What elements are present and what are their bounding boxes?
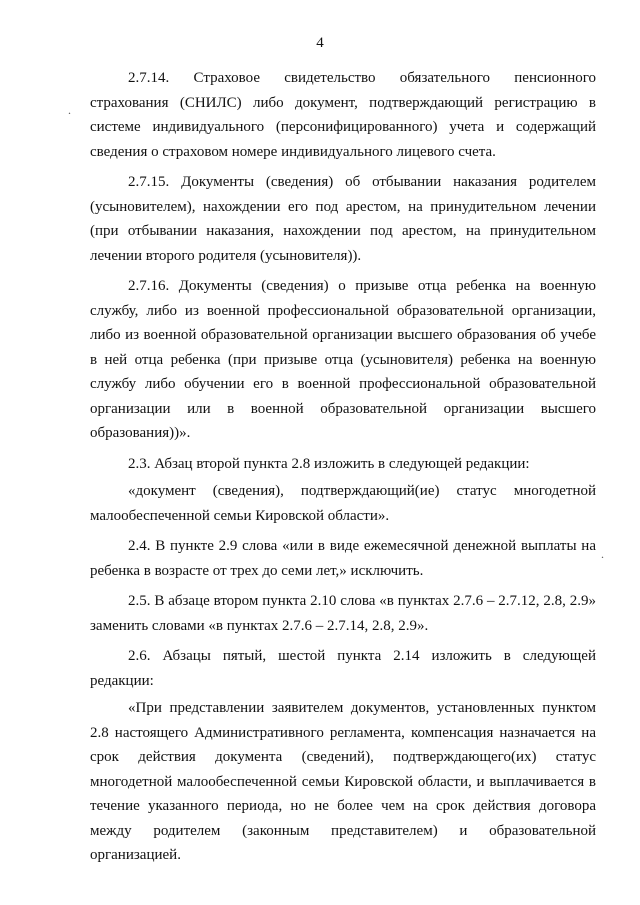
page-number: 4 — [316, 35, 324, 51]
paragraph-2-7-15: 2.7.15. Документы (сведения) об отбывании наказания родителем (усыновителем), нахождении его под арестом, на принудительном лечении (при отбывании наказания, нахождении под арестом, на принудительном лечении второго родителя (усыновителя)). — [90, 174, 596, 264]
scan-speck: . — [601, 547, 604, 561]
scan-speck: . — [68, 103, 71, 117]
paragraph-2-5: 2.5. В абзаце втором пункта 2.10 слова «в пунктах 2.7.6 – 2.7.12, 2.8, 2.9» заменить словами «в пунктах 2.7.6 – 2.7.14, 2.8, 2.9». — [90, 593, 596, 634]
document-body — [90, 66, 596, 874]
paragraph-2-7-16: 2.7.16. Документы (сведения) о призыве отца ребенка на военную службу, либо из военной профессиональной образовательной организации, либо из военной образовательной организации высшего образования об учебе в ней отца ребенка (при призыве отца (усыновителя) ребенка на военную службу либо обучении его в военной профессиональной образовательной организации или в военной образовательной организации высшего образования))». — [90, 278, 596, 441]
paragraph-2-7-14: 2.7.14. Страховое свидетельство обязательного пенсионного страхования (СНИЛС) либо документ, подтверждающий регистрацию в системе индивидуального (персонифицированного) учета и содержащий сведения о страховом номере индивидуального лицевого счета. — [90, 70, 596, 160]
paragraph-2-3-quote: «документ (сведения), подтверждающий(ие) статус многодетной малообеспеченной семьи Кировской области». — [90, 483, 596, 524]
paragraph-2-6-quote: «При представлении заявителем документов, установленных пунктом 2.8 настоящего Административного регламента, компенсация назначается на срок действия документа (сведений), подтверждающего(их) статус многодетной малообеспеченной семьи Кировской области, и выплачивается в течение указанного периода, но не более чем на срок действия договора между родителем (законным представителем) и образовательной организацией. — [90, 700, 596, 863]
paragraph-2-4: 2.4. В пункте 2.9 слова «или в виде ежемесячной денежной выплаты на ребенка в возрасте от трех до семи лет,» исключить. — [90, 538, 596, 579]
paragraph-2-6: 2.6. Абзацы пятый, шестой пункта 2.14 изложить в следующей редакции: — [90, 648, 596, 689]
paragraph-2-3: 2.3. Абзац второй пункта 2.8 изложить в следующей редакции: — [128, 455, 530, 472]
